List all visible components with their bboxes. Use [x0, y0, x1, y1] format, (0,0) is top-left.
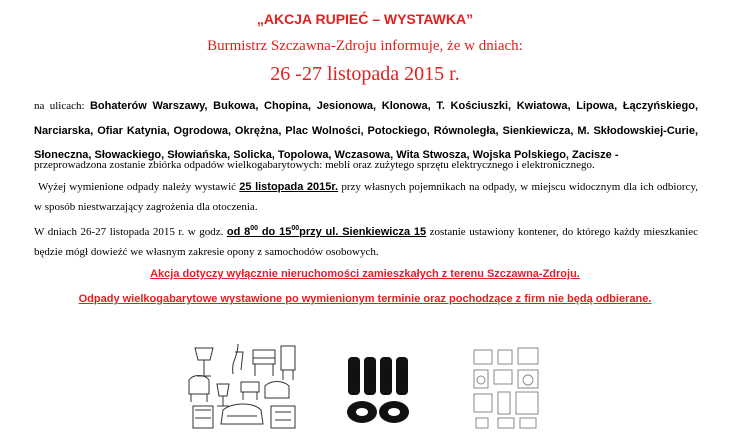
p3-from-sup: 00: [250, 225, 259, 232]
announcement-line: Burmistrz Szczawna-Zdroju informuje, że w dniach:: [207, 38, 523, 54]
p3-from-text: od 8: [226, 226, 251, 238]
tires-icon: [338, 340, 418, 432]
p2-end: przy własnych pojemnikach na odpady, w miejscu widocznym dla ich odbiorcy, w sposób niestwarzający zagrożenia dla otoczenia.: [34, 181, 698, 213]
p3-to-sup: 00: [291, 225, 300, 232]
furniture-sketch-icon: [183, 340, 303, 432]
p1-text: przeprowadzona zostanie zbiórka odpadów wielkogabarytowych: mebli oraz zużytego sprzętu elektrycznego i elektronicznego.: [34, 159, 595, 171]
poster-title: „AKCJA RUPIEĆ – WYSTAWKA”: [256, 11, 474, 27]
p3-to: [258, 226, 299, 238]
p3-from: [227, 226, 258, 238]
streets-prefix: na ulicach:: [34, 100, 85, 112]
p3-to-text: do 15: [258, 226, 292, 238]
p3-end: zostanie ustawiony kontener, do którego każdy mieszkaniec będzie mógł dowieźć we własnym zakresie opony z samochodów osobowych.: [34, 226, 698, 258]
collection-date: 26 -27 listopada 2015 r.: [270, 63, 460, 85]
p3-start: W dniach 26-27 listopada 2015 r. w godz.: [34, 226, 227, 238]
appliances-icon: [468, 340, 548, 432]
p2-date: 25 listopada 2015r.: [239, 181, 339, 193]
p3-place: przy ul. Sienkiewicza 15: [299, 226, 427, 238]
p2-start: Wyżej wymienione odpady należy wystawić: [38, 181, 240, 193]
paragraph-instructions: [34, 177, 698, 217]
notice-deadline: Odpady wielkogabarytowe wystawione po wymienionym terminie oraz pochodzące z firm nie będą odbierane.: [78, 293, 652, 305]
notice-residential: Akcja dotyczy wyłącznie nieruchomości zamieszkałych z terenu Szczawna-Zdroju.: [150, 268, 580, 280]
streets-names: Bohaterów Warszawy, Bukowa, Chopina, Jesionowa, Klonowa, T. Kościuszki, Kwiatowa, Lipowa, Łączyńskiego, Narciarska, Ofiar Katynia, Ogrodowa, Okrężna, Plac Wolności, Potockiego, Równoległa, Sienkiewicza, M. Skłodowskiej-Curie, Słoneczna, Słowackiego, Słowiańska, Solicka, Topolowa, Wczasowa, Wita Stwosza, Wojska Polskiego, Zacisze -: [34, 100, 699, 161]
paragraph-collection: [34, 155, 698, 175]
paragraph-tires: [34, 219, 698, 262]
